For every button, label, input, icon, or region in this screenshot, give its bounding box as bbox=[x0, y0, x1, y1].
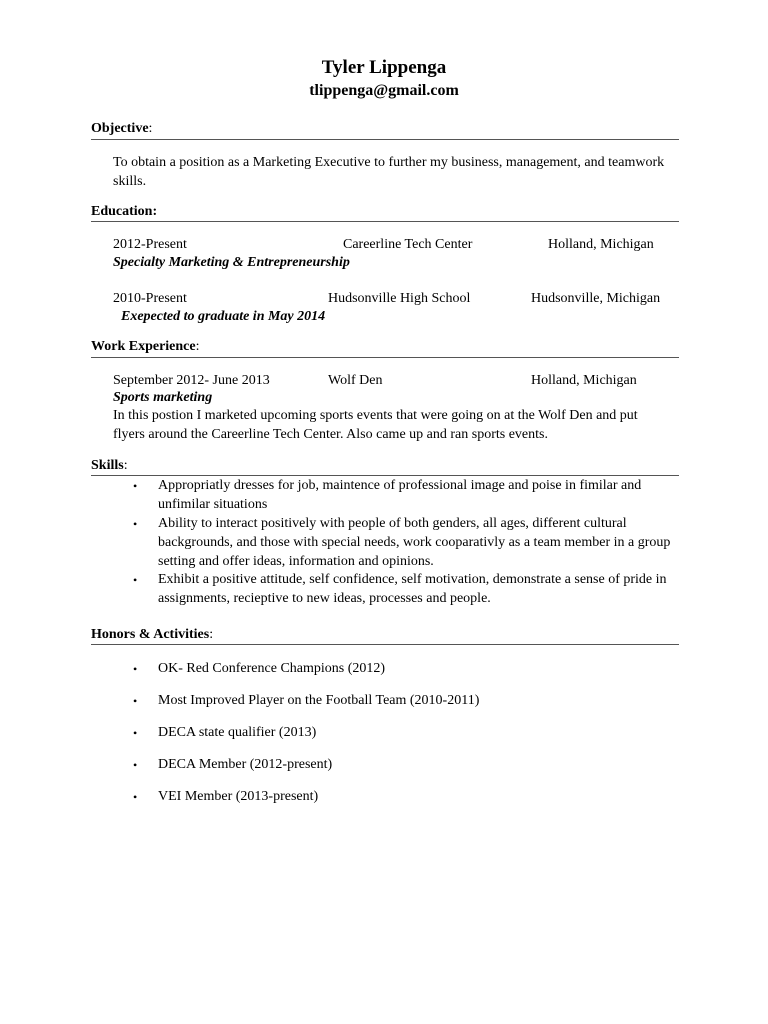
skill-item: Ability to interact positively with people of both genders, all ages, different cultural backgrounds, and those with special needs, work cooparativly as a team member in a group setting and offer ideas, information and opinions. bbox=[158, 516, 671, 569]
education-detail: Specialty Marketing & Entrepreneurship bbox=[113, 255, 350, 270]
honors-divider bbox=[91, 644, 679, 645]
education-dates: 2010-Present bbox=[113, 291, 187, 306]
honors-heading-label: Honors & Activities bbox=[91, 627, 210, 642]
bullet-icon: • bbox=[133, 758, 138, 772]
education-dates: 2012-Present bbox=[113, 237, 187, 252]
work-description: In this postion I marketed upcoming sports events that were going on at the Wolf Den and put flyers around the Careerline Tech Center. Also came up and ran sports events. bbox=[113, 408, 638, 442]
bullet-icon: • bbox=[133, 517, 138, 531]
bullet-icon: • bbox=[133, 573, 138, 587]
honor-item: DECA state qualifier (2013) bbox=[158, 725, 317, 740]
work-title: Sports marketing bbox=[113, 390, 213, 405]
bullet-icon: • bbox=[133, 790, 138, 804]
education-location: Hudsonville, Michigan bbox=[531, 291, 661, 306]
honor-item: DECA Member (2012-present) bbox=[158, 757, 333, 772]
bullet-icon: • bbox=[133, 662, 138, 676]
bullet-icon: • bbox=[133, 694, 138, 708]
bullet-icon: • bbox=[133, 726, 138, 740]
objective-text: To obtain a position as a Marketing Executive to further my business, management, and teamwork skills. bbox=[113, 155, 665, 189]
education-heading bbox=[91, 203, 157, 220]
skill-item: Exhibit a positive attitude, self confidence, self motivation, demonstrate a sense of pride in assignments, recieptive to new ideas, processes and people. bbox=[158, 572, 667, 606]
education-school: Careerline Tech Center bbox=[343, 237, 473, 252]
skills-heading-label: Skills bbox=[91, 458, 124, 473]
work-location: Holland, Michigan bbox=[531, 373, 637, 388]
education-location: Holland, Michigan bbox=[548, 237, 654, 252]
education-heading-label: Education: bbox=[91, 204, 158, 219]
work-divider bbox=[91, 357, 679, 358]
honors-heading-colon: : bbox=[209, 627, 214, 642]
honor-item: Most Improved Player on the Football Team (2010-2011) bbox=[158, 693, 480, 708]
objective-heading-colon: : bbox=[148, 121, 153, 136]
resume-email: tlippenga@gmail.com bbox=[309, 82, 459, 99]
education-divider bbox=[91, 221, 679, 222]
work-heading-colon: : bbox=[195, 339, 200, 354]
resume-name: Tyler Lippenga bbox=[321, 57, 447, 78]
work-heading-label: Work Experience bbox=[91, 339, 196, 354]
education-detail: Exepected to graduate in May 2014 bbox=[121, 309, 326, 324]
honors-heading bbox=[91, 626, 213, 643]
skills-heading-colon: : bbox=[123, 458, 128, 473]
work-employer: Wolf Den bbox=[328, 373, 383, 388]
objective-heading-label: Objective bbox=[91, 121, 149, 136]
work-heading bbox=[91, 338, 200, 355]
objective-divider bbox=[91, 139, 679, 140]
work-dates: September 2012- June 2013 bbox=[113, 373, 270, 388]
honor-item: VEI Member (2013-present) bbox=[158, 789, 319, 804]
honor-item: OK- Red Conference Champions (2012) bbox=[158, 661, 386, 676]
bullet-icon: • bbox=[133, 479, 138, 493]
skill-item: Appropriatly dresses for job, maintence of professional image and poise in fimilar and unfimilar situations bbox=[158, 478, 642, 512]
skills-heading bbox=[91, 457, 128, 474]
objective-heading bbox=[91, 120, 152, 137]
education-school: Hudsonville High School bbox=[328, 291, 471, 306]
